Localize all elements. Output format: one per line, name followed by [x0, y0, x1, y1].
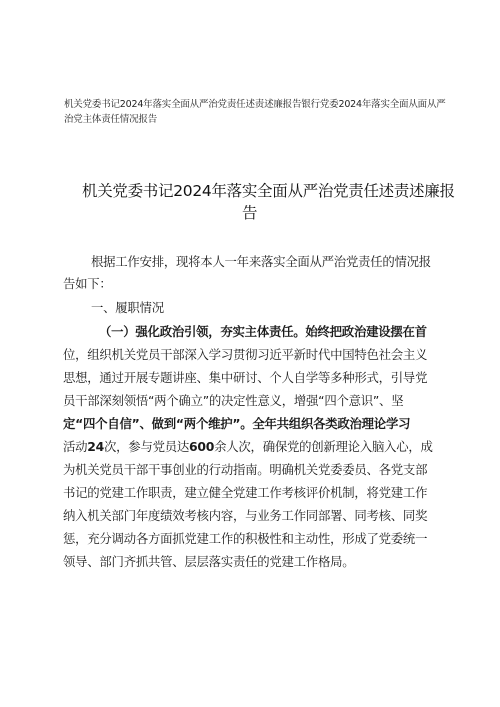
paragraph-1-line-9: 纳入机关部门年度绩效考核内容，与业务工作同部署、同考核、同奖 — [63, 508, 428, 523]
text-segment: 活动 — [63, 439, 88, 454]
paragraph-1-line-3: 思想，通过开展专题讲座、集中研讨、个人自学等多种形式，引导党 — [63, 370, 428, 385]
section-heading-performance: 一、履职情况 — [91, 300, 164, 315]
paragraph-1-line-1-rest: 始终把政治建设摆在首 — [305, 324, 427, 339]
paragraph-1-heading: （一）强化政治引领，夯实主体责任。 — [99, 324, 306, 339]
paragraph-1-line-8: 书记的党建工作职责，建立健全党建工作考核评价机制，将党建工作 — [63, 485, 428, 500]
text-segment: 余人次，确保党的创新理论入脑入心，成 — [214, 439, 433, 454]
document-title-line-1: 机关党委书记2024年落实全面从严治党责任述责述廉报 — [82, 182, 455, 200]
paragraph-1-line-5: 定“四个自信”、做到“两个维护”。全年共组织各类政治理论学习 — [63, 416, 411, 431]
running-header-line-2: 治党主体责任情况报告 — [64, 114, 158, 125]
document-title-line-2: 告 — [242, 204, 258, 222]
paragraph-1-line-10: 惩，充分调动各方面抓党建工作的积极性和主动性，形成了党委统一 — [63, 531, 428, 546]
intro-paragraph-line-2: 告如下： — [63, 276, 112, 291]
intro-paragraph-line-1: 根据工作安排，现将本人一年来落实全面从严治党责任的情况报 — [91, 254, 431, 269]
paragraph-1-line-2: 位，组织机关党员干部深入学习贯彻习近平新时代中国特色社会主义 — [63, 347, 428, 362]
participant-count: 600 — [189, 439, 215, 454]
text-segment: 次，参与党员达 — [104, 439, 190, 454]
paragraph-1-line-4: 员干部深刻领悟“两个确立”的决定性意义，增强“四个意识”、坚 — [63, 393, 404, 408]
activity-count: 24 — [87, 439, 105, 454]
paragraph-1-line-6 — [63, 437, 433, 457]
paragraph-1-line-11: 领导、部门齐抓共管、层层落实责任的党建工作格局。 — [63, 554, 355, 569]
paragraph-1-line-1 — [99, 322, 427, 342]
running-header-line-1: 机关党委书记2024年落实全面从严治党责任述责述廉报告银行党委2024年落实全面从面从严 — [64, 99, 446, 110]
paragraph-1-line-7: 为机关党员干部干事创业的行动指南。明确机关党委委员、各党支部 — [63, 462, 428, 477]
